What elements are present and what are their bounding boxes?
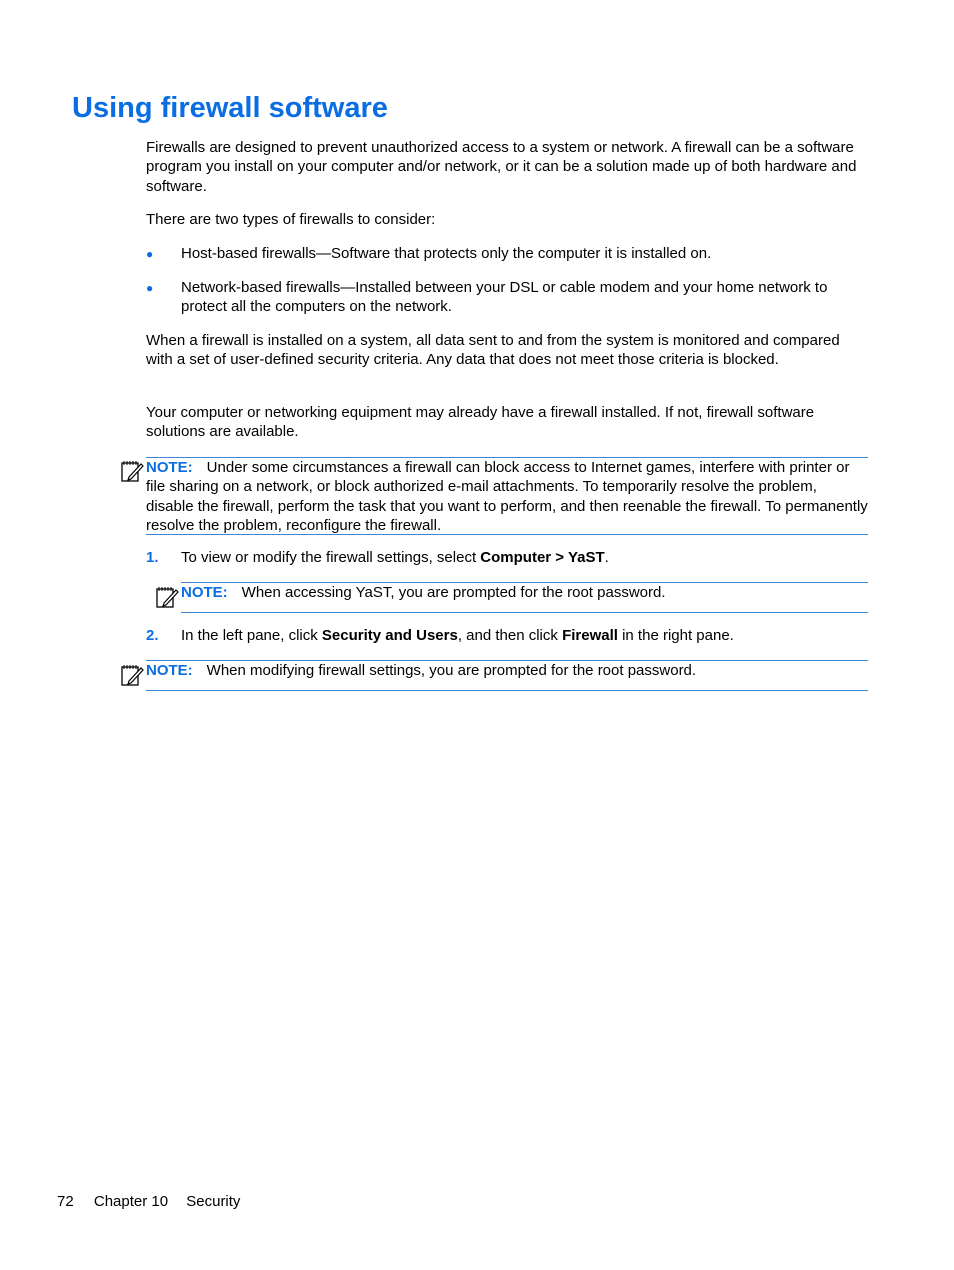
menu-path: Computer > YaST — [480, 549, 605, 566]
types-intro-paragraph: There are two types of firewalls to consider: — [146, 211, 436, 228]
note-pad-icon — [120, 663, 144, 687]
intro-paragraph: Firewalls are designed to prevent unauthorized access to a system or network. A firewall can be a software program you install on your computer and/or network, or it can be a solution made up of both hardware and software. — [146, 139, 857, 195]
note-yast-password — [181, 582, 868, 613]
section-label: Security — [186, 1193, 241, 1210]
step-text: In the left pane, click — [181, 627, 322, 644]
bullet-network-based: Network-based firewalls—Installed between your DSL or cable modem and your home network to protect all the computers on the network. — [181, 279, 828, 316]
monitoring-paragraph: When a firewall is installed on a system, all data sent to and from the system is monitored and compared with a set of user-defined security criteria. Any data that does not meet those criteria is blocked. — [146, 332, 840, 369]
bullet-marker: ● — [146, 247, 154, 261]
menu-item: Security and Users — [321, 627, 458, 644]
bullet-marker: ● — [146, 281, 154, 295]
note-pad-icon — [155, 585, 179, 609]
step-text: . — [604, 549, 609, 566]
step-text: , and then click — [457, 627, 563, 644]
step-text: To view or modify the firewall settings, select — [181, 549, 481, 566]
note-pad-icon — [120, 459, 144, 483]
note-label: NOTE: — [146, 459, 193, 476]
note-label: NOTE: — [181, 584, 228, 601]
note-text: When accessing YaST, you are prompted for the root password. — [241, 584, 666, 601]
chapter-label: Chapter 10 — [93, 1193, 169, 1210]
step-number: 1. — [146, 549, 159, 566]
note-text: When modifying firewall settings, you are prompted for the root password. — [206, 662, 697, 679]
step-1-text — [181, 548, 871, 567]
step-2-text — [181, 626, 871, 645]
equipment-paragraph: Your computer or networking equipment may already have a firewall installed. If not, firewall software solutions are available. — [146, 404, 815, 441]
note-text: Under some circumstances a firewall can block access to Internet games, interfere with printer or file sharing on a network, or block authorized e-mail attachments. To temporarily resolve the problem, disable the firewall, perform the task that you want to perform, and then reenable the firewall. To permanently resolve the problem, reconfigure the firewall. — [146, 459, 868, 534]
page-footer — [57, 1192, 240, 1211]
step-text: in the right pane. — [617, 627, 734, 644]
note-label: NOTE: — [146, 662, 193, 679]
page-heading: Using firewall software — [72, 92, 388, 124]
note-firewall-blocking — [146, 457, 868, 535]
page-number: 72 — [57, 1193, 74, 1210]
note-modify-password — [146, 660, 868, 691]
menu-item: Firewall — [562, 627, 618, 644]
step-number: 2. — [146, 627, 159, 644]
bullet-host-based: Host-based firewalls—Software that protects only the computer it is installed on. — [181, 245, 712, 262]
